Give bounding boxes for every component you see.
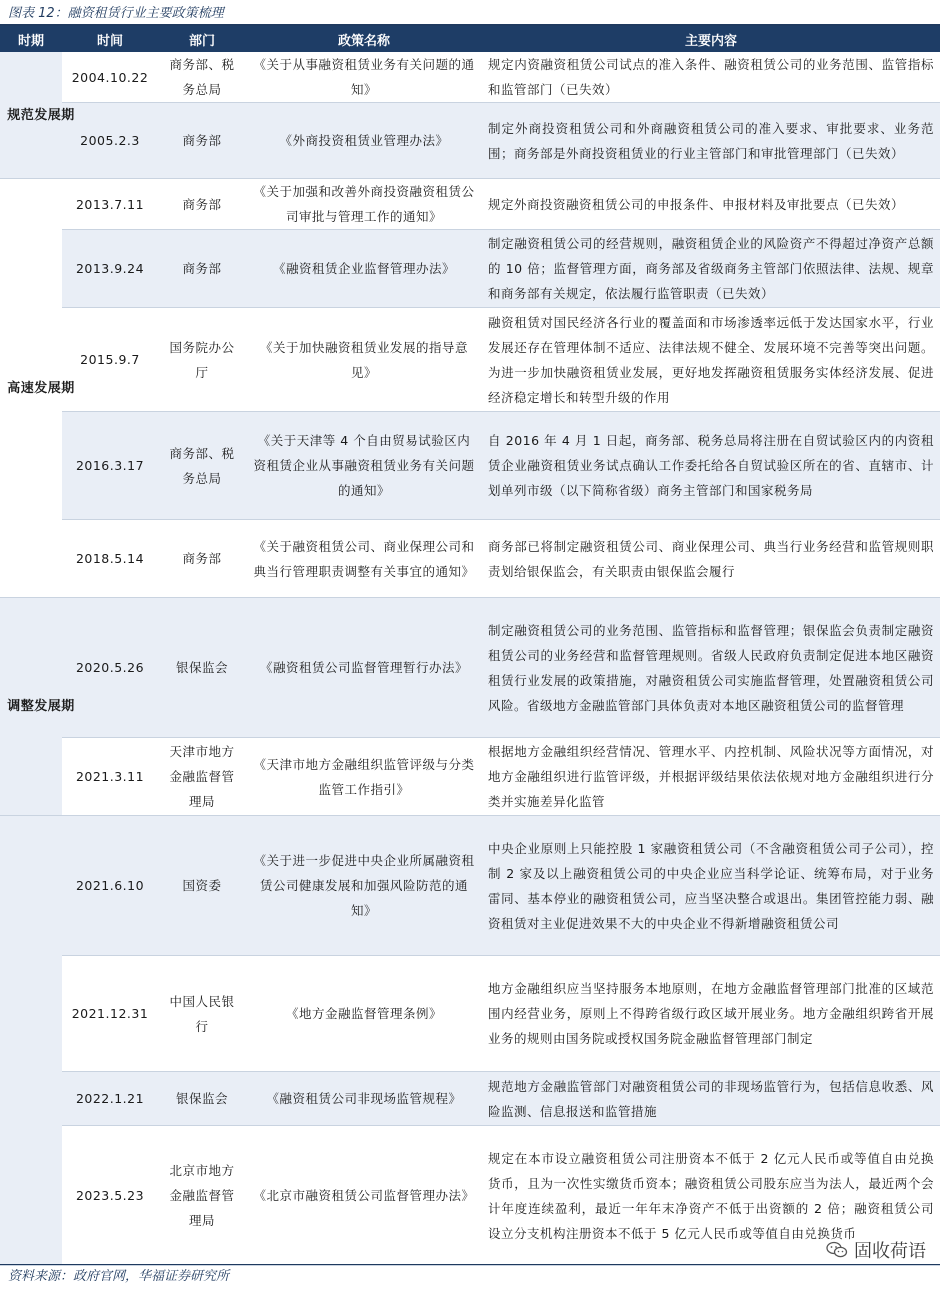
dept-cell: 商务部、税务总局	[158, 52, 246, 103]
content-cell: 制定外商投资租赁公司和外商融资租赁公司的准入要求、审批要求、业务范围；商务部是外商投资租赁业的行业主管部门和审批管理部门（已失效）	[482, 103, 940, 179]
policy-name-cell: 《关于加快融资租赁业发展的指导意见》	[246, 308, 482, 412]
dept-cell: 商务部	[158, 103, 246, 179]
time-cell: 2018.5.14	[62, 520, 158, 598]
policy-name-cell: 《外商投资租赁业管理办法》	[246, 103, 482, 179]
table-row	[0, 1072, 940, 1126]
dept-cell: 北京市地方金融监督管理局	[158, 1126, 246, 1266]
content-cell: 制定融资租赁公司的经营规则，融资租赁企业的风险资产不得超过净资产总额的 10 倍；监督管理方面，商务部及省级商务主管部门依照法律、法规、规章和商务部有关规定，依法履行监管职责（已失效）	[482, 230, 940, 308]
content-cell: 规定在本市设立融资租赁公司注册资本不低于 2 亿元人民币或等值自由兑换货币，且为一次性实缴货币资本；融资租赁公司股东应当为法人，最近两个会计年度连续盈利，最近一年年末净资产不低于出资额的 2 倍；融资租赁公司设立分支机构注册资本不低于 5 亿元人民币或等值自由兑换货币	[482, 1126, 940, 1266]
source-rule	[0, 1264, 940, 1265]
period-cell	[0, 179, 75, 598]
time-cell: 2016.3.17	[62, 412, 158, 520]
period-label: 规范发展期	[7, 107, 75, 123]
policy-table	[0, 26, 940, 1266]
header-dept: 部门	[158, 26, 246, 52]
policy-name-cell: 《关于天津等 4 个自由贸易试验区内资租赁企业从事融资租赁业务有关问题的通知》	[246, 412, 482, 520]
period-cell	[0, 52, 75, 179]
policy-name-cell: 《地方金融监督管理条例》	[246, 956, 482, 1072]
table-row	[0, 179, 940, 230]
dept-cell: 商务部	[158, 179, 246, 230]
watermark	[826, 1236, 926, 1264]
policy-name-cell: 《关于从事融资租赁业务有关问题的通知》	[246, 52, 482, 103]
wechat-icon	[826, 1241, 848, 1259]
time-cell: 2005.2.3	[62, 103, 158, 179]
content-cell: 制定融资租赁公司的业务范围、监管指标和监督管理；银保监会负责制定融资租赁公司的业务经营和监督管理规则。省级人民政府负责制定促进本地区融资租赁行业发展的政策措施，对融资租赁公司实施监督管理，处置融资租赁公司风险。省级地方金融监管部门具体负责对本地区融资租赁公司的监督管理	[482, 598, 940, 738]
dept-cell: 中国人民银行	[158, 956, 246, 1072]
header-name: 政策名称	[246, 26, 482, 52]
dept-cell: 商务部	[158, 520, 246, 598]
content-cell: 规范地方金融监管部门对融资租赁公司的非现场监管行为，包括信息收悉、风险监测、信息报送和监管措施	[482, 1072, 940, 1126]
period-cell	[0, 598, 75, 816]
dept-cell: 商务部	[158, 230, 246, 308]
time-cell: 2015.9.7	[62, 308, 158, 412]
time-cell: 2022.1.21	[62, 1072, 158, 1126]
period-label: 调整发展期	[7, 699, 75, 714]
time-cell: 2021.6.10	[62, 816, 158, 956]
time-cell: 2004.10.22	[62, 52, 158, 103]
content-cell: 中央企业原则上只能控股 1 家融资租赁公司（不含融资租赁公司子公司），控制 2 家及以上融资租赁公司的中央企业应当科学论证、统筹布局，对于业务雷同、基本停业的融资租赁公司，应当坚决整合或退出。集团管控能力弱、融资租赁对主业促进效果不大的中央企业不得新增融资租赁公司	[482, 816, 940, 956]
policy-name-cell: 《关于加强和改善外商投资融资租赁公司审批与管理工作的通知》	[246, 179, 482, 230]
table-row	[0, 52, 940, 103]
policy-name-cell: 《关于融资租赁公司、商业保理公司和典当行管理职责调整有关事宜的通知》	[246, 520, 482, 598]
policy-name-cell: 《北京市融资租赁公司监督管理办法》	[246, 1126, 482, 1266]
period-label: 高速发展期	[7, 380, 75, 396]
dept-cell: 银保监会	[158, 1072, 246, 1126]
figure-title: 图表 12：融资租赁行业主要政策梳理	[8, 6, 224, 21]
table-row	[0, 1126, 940, 1266]
time-cell: 2021.3.11	[62, 738, 158, 816]
period-cell	[0, 816, 62, 1266]
policy-name-cell: 《天津市地方金融组织监管评级与分类监管工作指引》	[246, 738, 482, 816]
content-cell: 地方金融组织应当坚持服务本地原则，在地方金融监督管理部门批准的区域范围内经营业务，原则上不得跨省级行政区域开展业务。地方金融组织跨省开展业务的规则由国务院或授权国务院金融监督管理部门制定	[482, 956, 940, 1072]
table-row	[0, 816, 940, 956]
header-row	[0, 26, 940, 52]
watermark-text: 固收荷语	[854, 1241, 926, 1262]
time-cell: 2013.9.24	[62, 230, 158, 308]
policy-name-cell: 《融资租赁公司监督管理暂行办法》	[246, 598, 482, 738]
time-cell: 2013.7.11	[62, 179, 158, 230]
policy-name-cell: 《关于进一步促进中央企业所属融资租赁公司健康发展和加强风险防范的通知》	[246, 816, 482, 956]
header-period: 时期	[0, 26, 62, 52]
table-row	[0, 230, 940, 308]
content-cell: 根据地方金融组织经营情况、管理水平、内控机制、风险状况等方面情况，对地方金融组织进行监管评级，并根据评级结果依法依规对地方金融组织进行分类并实施差异化监管	[482, 738, 940, 816]
header-content: 主要内容	[482, 26, 940, 52]
table-row	[0, 520, 940, 598]
content-cell: 商务部已将制定融资租赁公司、商业保理公司、典当行业务经营和监管规则职责划给银保监会，有关职责由银保监会履行	[482, 520, 940, 598]
dept-cell: 商务部、税务总局	[158, 412, 246, 520]
source-note: 资料来源：政府官网，华福证券研究所	[8, 1269, 230, 1284]
table-row	[0, 738, 940, 816]
table-row	[0, 956, 940, 1072]
table-row	[0, 412, 940, 520]
policy-name-cell: 《融资租赁企业监督管理办法》	[246, 230, 482, 308]
dept-cell: 银保监会	[158, 598, 246, 738]
table-row	[0, 103, 940, 179]
time-cell: 2021.12.31	[62, 956, 158, 1072]
content-cell: 自 2016 年 4 月 1 日起，商务部、税务总局将注册在自贸试验区内的内资租赁企业融资租赁业务试点确认工作委托给各自贸试验区所在的省、直辖市、计划单列市级（以下简称省级）商务主管部门和国家税务局	[482, 412, 940, 520]
dept-cell: 国务院办公厅	[158, 308, 246, 412]
dept-cell: 天津市地方金融监督管理局	[158, 738, 246, 816]
content-cell: 融资租赁对国民经济各行业的覆盖面和市场渗透率远低于发达国家水平，行业发展还存在管理体制不适应、法律法规不健全、发展环境不完善等突出问题。为进一步加快融资租赁业发展，更好地发挥融资租赁服务实体经济发展、促进经济稳定增长和转型升级的作用	[482, 308, 940, 412]
table-row	[0, 598, 940, 738]
policy-name-cell: 《融资租赁公司非现场监管规程》	[246, 1072, 482, 1126]
content-cell: 规定外商投资融资租赁公司的申报条件、申报材料及审批要点（已失效）	[482, 179, 940, 230]
header-time: 时间	[62, 26, 158, 52]
time-cell: 2023.5.23	[62, 1126, 158, 1266]
table-row	[0, 308, 940, 412]
content-cell: 规定内资融资租赁公司试点的准入条件、融资租赁公司的业务范围、监管指标和监管部门（已失效）	[482, 52, 940, 103]
dept-cell: 国资委	[158, 816, 246, 956]
time-cell: 2020.5.26	[62, 598, 158, 738]
